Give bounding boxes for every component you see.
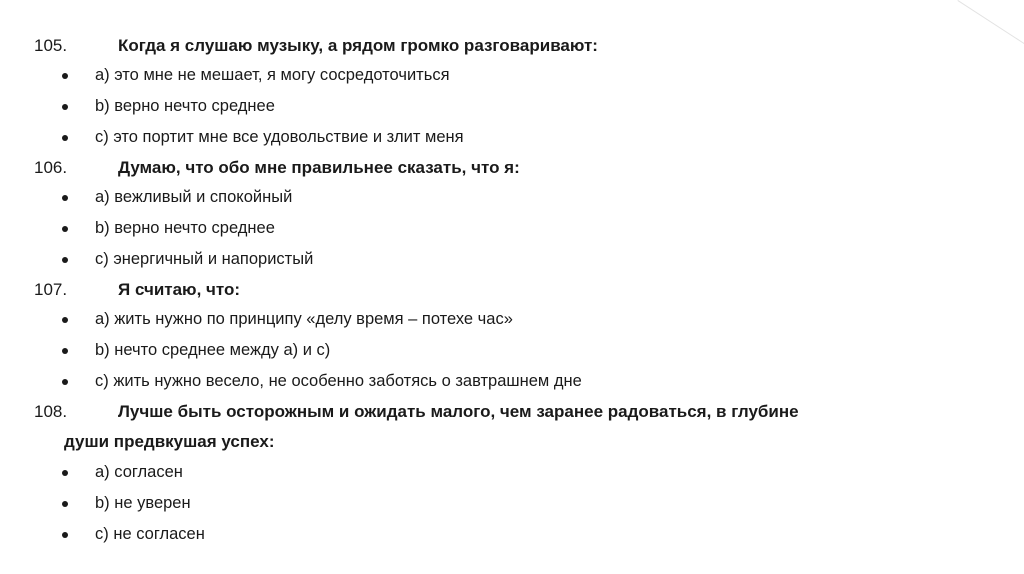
option-text: b) верно нечто среднее bbox=[95, 97, 275, 115]
question-number: 106. bbox=[34, 158, 68, 177]
option-text: a) согласен bbox=[95, 463, 183, 481]
option-text: a) вежливый и спокойный bbox=[95, 188, 293, 206]
option-list bbox=[34, 60, 994, 153]
option-text: b) нечто среднее между a) и c) bbox=[95, 341, 331, 359]
bullet-icon bbox=[62, 532, 68, 538]
option-c bbox=[34, 122, 994, 153]
bullet-icon bbox=[62, 73, 68, 79]
question-107 bbox=[34, 275, 994, 397]
question-text: Я считаю, что: bbox=[118, 280, 241, 299]
option-list bbox=[34, 304, 994, 397]
bullet-icon bbox=[62, 379, 68, 385]
option-list bbox=[34, 457, 994, 550]
bullet-icon bbox=[62, 501, 68, 507]
option-b bbox=[34, 488, 994, 519]
question-106 bbox=[34, 153, 994, 275]
option-a bbox=[34, 60, 994, 91]
question-header bbox=[34, 31, 994, 60]
option-b bbox=[34, 335, 994, 366]
option-a bbox=[34, 304, 994, 335]
bullet-icon bbox=[62, 195, 68, 201]
option-text: a) это мне не мешает, я могу сосредоточиться bbox=[95, 66, 450, 84]
question-text: Когда я слушаю музыку, а рядом громко разговаривают: bbox=[118, 36, 598, 55]
bullet-icon bbox=[62, 257, 68, 263]
question-number: 108. bbox=[34, 402, 68, 421]
option-list bbox=[34, 182, 994, 275]
option-text: c) жить нужно весело, не особенно заботясь о завтрашнем дне bbox=[95, 372, 582, 390]
option-a bbox=[34, 457, 994, 488]
question-number: 105. bbox=[34, 36, 68, 55]
question-header bbox=[34, 275, 994, 304]
option-text: b) не уверен bbox=[95, 494, 191, 512]
question-text-continuation: души предвкушая успех: bbox=[64, 432, 275, 451]
bullet-icon bbox=[62, 348, 68, 354]
question-header bbox=[34, 397, 994, 426]
option-text: c) не согласен bbox=[95, 525, 205, 543]
option-c bbox=[34, 519, 994, 550]
bullet-icon bbox=[62, 135, 68, 141]
bullet-icon bbox=[62, 317, 68, 323]
option-c bbox=[34, 366, 994, 397]
option-b bbox=[34, 213, 994, 244]
question-105 bbox=[34, 31, 994, 153]
option-text: c) энергичный и напористый bbox=[95, 250, 314, 268]
option-c bbox=[34, 244, 994, 275]
question-108 bbox=[34, 397, 994, 550]
questionnaire bbox=[34, 31, 994, 550]
option-text: c) это портит мне все удовольствие и злит меня bbox=[95, 128, 464, 146]
question-text: Думаю, что обо мне правильнее сказать, что я: bbox=[118, 158, 520, 177]
question-number: 107. bbox=[34, 280, 68, 299]
option-a bbox=[34, 182, 994, 213]
bullet-icon bbox=[62, 470, 68, 476]
option-text: b) верно нечто среднее bbox=[95, 219, 275, 237]
option-b bbox=[34, 91, 994, 122]
bullet-icon bbox=[62, 104, 68, 110]
question-text: Лучше быть осторожным и ожидать малого, чем заранее радоваться, в глубине bbox=[118, 402, 799, 421]
question-header bbox=[34, 153, 994, 182]
bullet-icon bbox=[62, 226, 68, 232]
option-text: a) жить нужно по принципу «делу время – потехе час» bbox=[95, 310, 513, 328]
